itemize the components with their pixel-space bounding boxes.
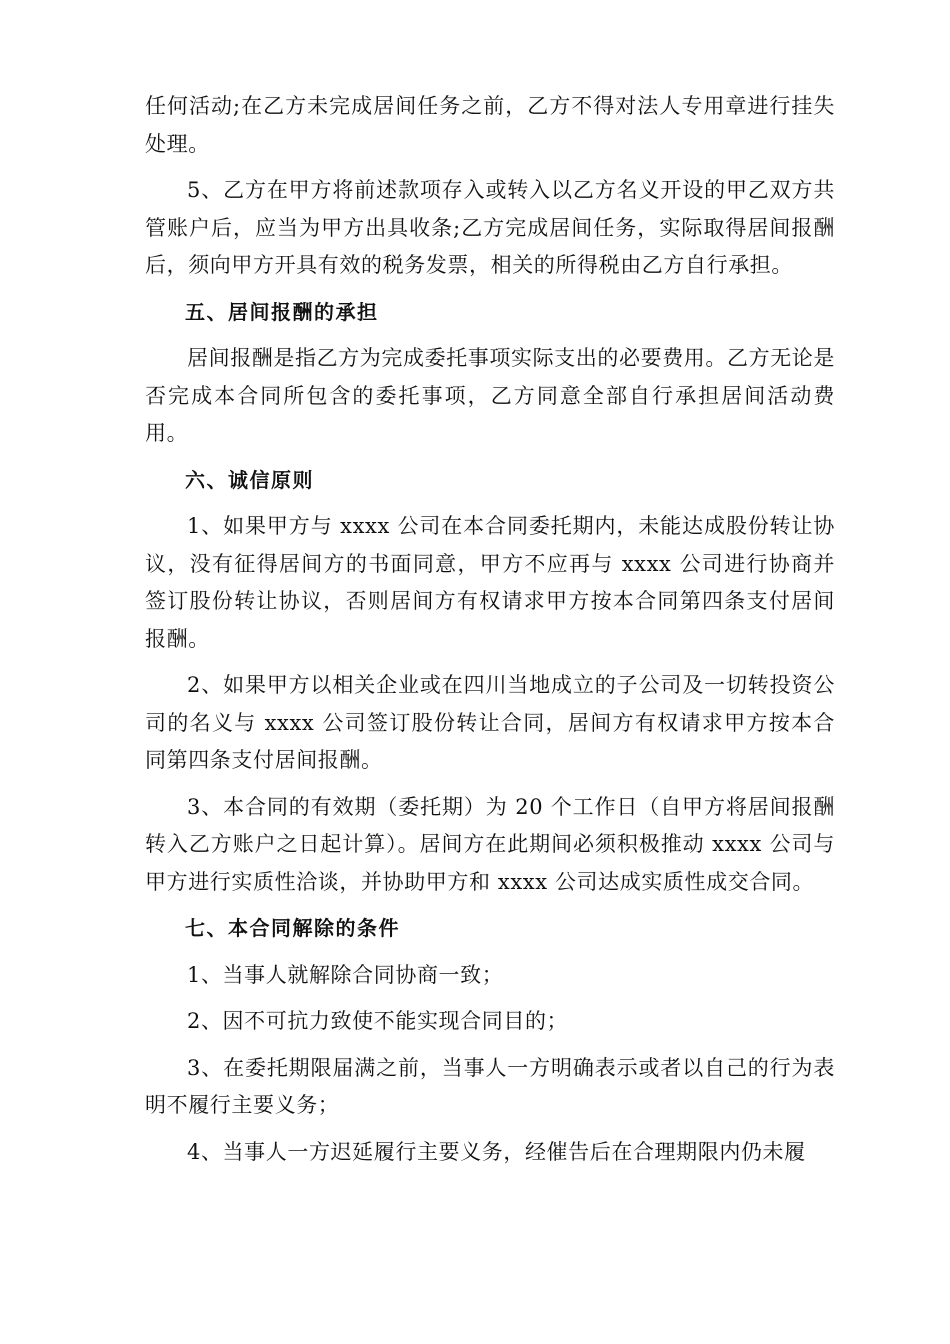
section-6-item-2: 2、如果甲方以相关企业或在四川当地成立的子公司及一切转投资公司的名义与 xxxx 公司签订股份转让合同，居间方有权请求甲方按本合同第四条支付居间报酬。 <box>145 673 835 772</box>
section-heading-5: 五、居间报酬的承担 <box>185 299 379 324</box>
paragraph-continued: 任何活动;在乙方未完成居间任务之前，乙方不得对法人专用章进行挂失处理。 <box>145 94 835 156</box>
section-5-paragraph: 居间报酬是指乙方为完成委托事项实际支出的必要费用。乙方无论是否完成本合同所包含的委托事项，乙方同意全部自行承担居间活动费用。 <box>145 346 835 445</box>
document-body <box>145 88 835 1180</box>
section-7-item-2: 2、因不可抗力致使不能实现合同目的； <box>187 1009 569 1033</box>
section-7-item-1: 1、当事人就解除合同协商一致； <box>187 962 504 987</box>
section-7-item-4: 4、当事人一方迟延履行主要义务，经催告后在合理期限内仍未履 <box>187 1139 806 1164</box>
section-7-item-3: 3、在委托期限届满之前，当事人一方明确表示或者以自己的行为表明不履行主要义务； <box>145 1055 835 1117</box>
paragraph-item-5: 5、乙方在甲方将前述款项存入或转入以乙方名义开设的甲乙双方共管账户后，应当为甲方出具收条;乙方完成居间任务，实际取得居间报酬后，须向甲方开具有效的税务发票，相关的所得税由乙方自行承担。 <box>145 178 835 277</box>
section-heading-7: 七、本合同解除的条件 <box>185 916 400 940</box>
section-6-item-3: 3、本合同的有效期（委托期）为 20 个工作日（自甲方将居间报酬转入乙方账户之日起计算）。居间方在此期间必须积极推动 xxxx 公司与甲方进行实质性洽谈，并协助甲方和 xxxx 公司达成实质性成交合同。 <box>145 794 835 894</box>
section-6-item-1: 1、如果甲方与 xxxx 公司在本合同委托期内，未能达成股份转让协议，没有征得居间方的书面同意，甲方不应再与 xxxx 公司进行协商并签订股份转让协议，否则居间方有权请求甲方按本合同第四条支付居间报酬。 <box>145 514 835 651</box>
section-heading-6: 六、诚信原则 <box>185 467 314 492</box>
